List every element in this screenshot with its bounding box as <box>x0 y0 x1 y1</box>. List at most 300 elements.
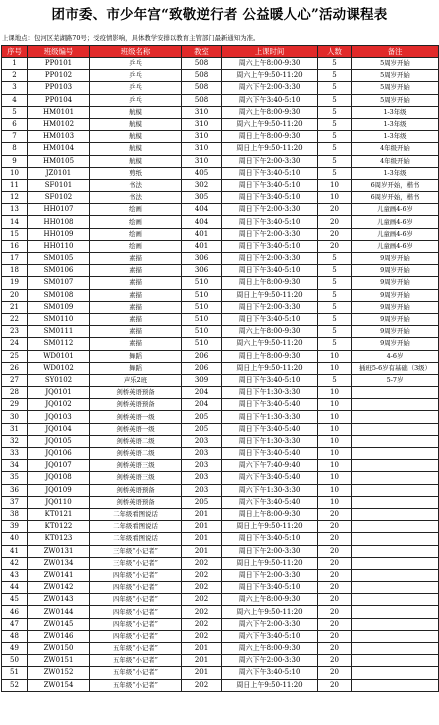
classroom-cell: 202 <box>182 630 222 642</box>
table-row <box>2 472 439 484</box>
row-index-cell: 52 <box>2 679 28 691</box>
remarks-cell: 4年级开始 <box>352 155 439 167</box>
class-name-cell: 二年级看图说话 <box>90 521 182 533</box>
page-title: 团市委、市少年宫“致敬逆行者 公益暖人心”活动课程表 <box>51 7 388 23</box>
table-row <box>2 399 439 411</box>
row-index-cell: 7 <box>2 131 28 143</box>
class-name-cell: 绘画 <box>90 228 182 240</box>
class-name-cell: 航模 <box>90 155 182 167</box>
classroom-cell: 510 <box>182 313 222 325</box>
row-index-cell: 22 <box>2 313 28 325</box>
classroom-cell: 508 <box>182 58 222 70</box>
class-time-cell: 周六上午9:50-11:20 <box>222 606 318 618</box>
class-time-cell: 周日上午9:50-11:20 <box>222 521 318 533</box>
class-time-cell: 周日下午3:40-5:10 <box>222 167 318 179</box>
remarks-cell <box>352 594 439 606</box>
class-time-cell: 周六下午3:40-5:40 <box>222 472 318 484</box>
table-row <box>2 58 439 70</box>
remarks-cell: 4年级开始 <box>352 143 439 155</box>
class-time-cell: 周日上午9:50-11:20 <box>222 289 318 301</box>
table-row <box>2 228 439 240</box>
remarks-cell <box>352 411 439 423</box>
class-code-cell: SF0102 <box>28 192 90 204</box>
capacity-cell: 5 <box>318 94 352 106</box>
capacity-cell: 5 <box>318 131 352 143</box>
row-index-cell: 38 <box>2 508 28 520</box>
row-index-cell: 24 <box>2 338 28 350</box>
class-code-cell: ZW0151 <box>28 655 90 667</box>
row-index-cell: 35 <box>2 472 28 484</box>
row-index-cell: 6 <box>2 118 28 130</box>
remarks-cell <box>352 618 439 630</box>
classroom-cell: 201 <box>182 533 222 545</box>
table-row <box>2 521 439 533</box>
class-name-cell: 乒乓 <box>90 58 182 70</box>
class-time-cell: 周六下午2:00-3:30 <box>222 655 318 667</box>
class-name-cell: 四年级“小记者” <box>90 569 182 581</box>
class-code-cell: JQ0104 <box>28 423 90 435</box>
class-time-cell: 周日上午9:50-11:20 <box>222 679 318 691</box>
capacity-cell: 5 <box>318 265 352 277</box>
table-row <box>2 630 439 642</box>
table-row <box>2 508 439 520</box>
classroom-cell: 508 <box>182 82 222 94</box>
row-index-cell: 12 <box>2 192 28 204</box>
remarks-cell: 5周岁开始 <box>352 82 439 94</box>
class-code-cell: HM0103 <box>28 131 90 143</box>
table-row <box>2 667 439 679</box>
class-code-cell: ZW0143 <box>28 594 90 606</box>
table-row <box>2 448 439 460</box>
classroom-cell: 310 <box>182 131 222 143</box>
classroom-cell: 310 <box>182 155 222 167</box>
class-code-cell: WD0101 <box>28 350 90 362</box>
table-row <box>2 362 439 374</box>
row-index-cell: 36 <box>2 484 28 496</box>
classroom-cell: 310 <box>182 118 222 130</box>
class-name-cell: 剑桥英语三级 <box>90 472 182 484</box>
remarks-cell: 儿童画4-6岁 <box>352 204 439 216</box>
remarks-cell <box>352 423 439 435</box>
remarks-cell <box>352 533 439 545</box>
classroom-cell: 510 <box>182 301 222 313</box>
class-time-cell: 周日下午3:40-5:10 <box>222 192 318 204</box>
row-index-cell: 50 <box>2 655 28 667</box>
class-code-cell: SM0111 <box>28 326 90 338</box>
class-name-cell: 乒乓 <box>90 82 182 94</box>
classroom-cell: 302 <box>182 179 222 191</box>
row-index-cell: 16 <box>2 240 28 252</box>
remarks-cell <box>352 448 439 460</box>
table-row <box>2 582 439 594</box>
capacity-cell: 20 <box>318 643 352 655</box>
class-time-cell: 周日下午2:00-3:30 <box>222 301 318 313</box>
capacity-cell: 5 <box>318 143 352 155</box>
class-name-cell: 乒乓 <box>90 94 182 106</box>
table-row <box>2 313 439 325</box>
table-row <box>2 143 439 155</box>
class-code-cell: HM0102 <box>28 118 90 130</box>
table-row <box>2 643 439 655</box>
remarks-cell <box>352 655 439 667</box>
class-time-cell: 周日下午1:30-3:30 <box>222 411 318 423</box>
remarks-cell: 9周岁开始 <box>352 301 439 313</box>
remarks-cell: 6周岁开始，楷书 <box>352 179 439 191</box>
table-row <box>2 179 439 191</box>
classroom-cell: 309 <box>182 374 222 386</box>
column-header-class-code: 班级编号 <box>28 46 90 58</box>
classroom-cell: 306 <box>182 265 222 277</box>
row-index-cell: 29 <box>2 399 28 411</box>
row-index-cell: 19 <box>2 277 28 289</box>
table-row <box>2 594 439 606</box>
remarks-cell <box>352 399 439 411</box>
class-time-cell: 周六上午8:00-9:30 <box>222 58 318 70</box>
table-row <box>2 435 439 447</box>
table-row <box>2 131 439 143</box>
table-row <box>2 106 439 118</box>
classroom-cell: 201 <box>182 667 222 679</box>
table-row <box>2 70 439 82</box>
class-time-cell: 周日下午3:40-5:40 <box>222 423 318 435</box>
class-time-cell: 周日下午2:00-3:30 <box>222 545 318 557</box>
class-name-cell: 五年级“小记者” <box>90 667 182 679</box>
class-code-cell: HH0109 <box>28 228 90 240</box>
class-time-cell: 周六上午8:00-9:30 <box>222 326 318 338</box>
row-index-cell: 4 <box>2 94 28 106</box>
class-code-cell: SY0102 <box>28 374 90 386</box>
class-time-cell: 周六下午3:40-5:40 <box>222 496 318 508</box>
row-index-cell: 39 <box>2 521 28 533</box>
class-name-cell: 二年级看图说话 <box>90 533 182 545</box>
row-index-cell: 9 <box>2 155 28 167</box>
table-row <box>2 411 439 423</box>
remarks-cell: 5周岁开始 <box>352 94 439 106</box>
class-name-cell: 航模 <box>90 143 182 155</box>
class-name-cell: 素描 <box>90 253 182 265</box>
class-time-cell: 周日下午2:00-3:30 <box>222 253 318 265</box>
classroom-cell: 201 <box>182 521 222 533</box>
class-code-cell: ZW0152 <box>28 667 90 679</box>
capacity-cell: 10 <box>318 496 352 508</box>
capacity-cell: 20 <box>318 679 352 691</box>
class-code-cell: PP0101 <box>28 58 90 70</box>
class-code-cell: JQ0109 <box>28 484 90 496</box>
class-time-cell: 周日下午2:00-3:30 <box>222 155 318 167</box>
column-header-classroom: 教室 <box>182 46 222 58</box>
classroom-cell: 202 <box>182 582 222 594</box>
capacity-cell: 20 <box>318 667 352 679</box>
class-name-cell: 绘画 <box>90 216 182 228</box>
table-row <box>2 533 439 545</box>
capacity-cell: 5 <box>318 70 352 82</box>
capacity-cell: 20 <box>318 545 352 557</box>
class-name-cell: 四年级“小记者” <box>90 606 182 618</box>
remarks-cell <box>352 569 439 581</box>
class-name-cell: 素描 <box>90 326 182 338</box>
class-name-cell: 航模 <box>90 106 182 118</box>
capacity-cell: 20 <box>318 630 352 642</box>
capacity-cell: 10 <box>318 179 352 191</box>
table-row <box>2 253 439 265</box>
row-index-cell: 31 <box>2 423 28 435</box>
classroom-cell: 201 <box>182 508 222 520</box>
column-header-class-name: 班级名称 <box>90 46 182 58</box>
capacity-cell: 10 <box>318 472 352 484</box>
class-time-cell: 周六下午7:40-9:40 <box>222 460 318 472</box>
remarks-cell: 9周岁开始 <box>352 265 439 277</box>
row-index-cell: 47 <box>2 618 28 630</box>
remarks-cell: 9周岁开始 <box>352 277 439 289</box>
class-code-cell: ZW0141 <box>28 569 90 581</box>
table-row <box>2 350 439 362</box>
capacity-cell: 20 <box>318 533 352 545</box>
remarks-cell <box>352 435 439 447</box>
class-time-cell: 周日上午8:00-9:30 <box>222 131 318 143</box>
row-index-cell: 41 <box>2 545 28 557</box>
remarks-cell <box>352 557 439 569</box>
remarks-cell: 1-3年级 <box>352 167 439 179</box>
table-row <box>2 167 439 179</box>
remarks-cell <box>352 667 439 679</box>
class-name-cell: 素描 <box>90 289 182 301</box>
capacity-cell: 20 <box>318 569 352 581</box>
class-code-cell: HH0107 <box>28 204 90 216</box>
table-row <box>2 557 439 569</box>
row-index-cell: 44 <box>2 582 28 594</box>
classroom-cell: 206 <box>182 362 222 374</box>
classroom-cell: 202 <box>182 618 222 630</box>
row-index-cell: 18 <box>2 265 28 277</box>
class-name-cell: 素描 <box>90 338 182 350</box>
row-index-cell: 34 <box>2 460 28 472</box>
class-name-cell: 绘画 <box>90 204 182 216</box>
row-index-cell: 49 <box>2 643 28 655</box>
row-index-cell: 21 <box>2 301 28 313</box>
row-index-cell: 8 <box>2 143 28 155</box>
row-index-cell: 14 <box>2 216 28 228</box>
class-name-cell: 三年级“小记者” <box>90 557 182 569</box>
class-name-cell: 航模 <box>90 131 182 143</box>
class-name-cell: 素描 <box>90 277 182 289</box>
capacity-cell: 20 <box>318 557 352 569</box>
class-code-cell: PP0103 <box>28 82 90 94</box>
class-code-cell: ZW0154 <box>28 679 90 691</box>
class-time-cell: 周六下午3:40-5:10 <box>222 630 318 642</box>
remarks-cell: 儿童画4-6岁 <box>352 240 439 252</box>
class-name-cell: 四年级“小记者” <box>90 582 182 594</box>
row-index-cell: 15 <box>2 228 28 240</box>
class-name-cell: 素描 <box>90 301 182 313</box>
classroom-cell: 305 <box>182 192 222 204</box>
capacity-cell: 10 <box>318 448 352 460</box>
remarks-cell <box>352 630 439 642</box>
remarks-cell: 6周岁开始，楷书 <box>352 192 439 204</box>
row-index-cell: 17 <box>2 253 28 265</box>
class-time-cell: 周六下午3:40-5:10 <box>222 94 318 106</box>
capacity-cell: 5 <box>318 289 352 301</box>
class-time-cell: 周日上午8:00-9:30 <box>222 350 318 362</box>
table-row <box>2 301 439 313</box>
row-index-cell: 32 <box>2 435 28 447</box>
row-index-cell: 20 <box>2 289 28 301</box>
remarks-cell <box>352 484 439 496</box>
course-schedule-table <box>1 45 439 692</box>
remarks-cell: 儿童画4-6岁 <box>352 216 439 228</box>
capacity-cell: 20 <box>318 521 352 533</box>
classroom-cell: 306 <box>182 253 222 265</box>
table-row <box>2 94 439 106</box>
table-row <box>2 326 439 338</box>
classroom-cell: 401 <box>182 240 222 252</box>
capacity-cell: 5 <box>318 338 352 350</box>
class-time-cell: 周六下午2:00-3:30 <box>222 82 318 94</box>
class-code-cell: WD0102 <box>28 362 90 374</box>
remarks-cell: 9周岁开始 <box>352 253 439 265</box>
class-name-cell: 剑桥英语三级 <box>90 460 182 472</box>
table-row <box>2 655 439 667</box>
capacity-cell: 20 <box>318 606 352 618</box>
capacity-cell: 10 <box>318 484 352 496</box>
classroom-cell: 205 <box>182 411 222 423</box>
remarks-cell <box>352 472 439 484</box>
classroom-cell: 202 <box>182 569 222 581</box>
classroom-cell: 510 <box>182 289 222 301</box>
class-time-cell: 周六上午8:00-9:30 <box>222 643 318 655</box>
remarks-cell: 9周岁开始 <box>352 289 439 301</box>
capacity-cell: 5 <box>318 58 352 70</box>
remarks-cell: 5周岁开始 <box>352 58 439 70</box>
class-code-cell: SM0107 <box>28 277 90 289</box>
classroom-cell: 204 <box>182 387 222 399</box>
class-name-cell: 五年级“小记者” <box>90 679 182 691</box>
class-name-cell: 五年级“小记者” <box>90 655 182 667</box>
table-row <box>2 484 439 496</box>
classroom-cell: 205 <box>182 496 222 508</box>
class-name-cell: 剪纸 <box>90 167 182 179</box>
class-time-cell: 周六下午2:00-3:30 <box>222 618 318 630</box>
remarks-cell <box>352 508 439 520</box>
class-name-cell: 素描 <box>90 313 182 325</box>
class-code-cell: SM0105 <box>28 253 90 265</box>
class-time-cell: 周日下午2:00-3:30 <box>222 569 318 581</box>
capacity-cell: 10 <box>318 387 352 399</box>
class-code-cell: SM0112 <box>28 338 90 350</box>
remarks-cell <box>352 582 439 594</box>
class-code-cell: SM0108 <box>28 289 90 301</box>
class-code-cell: ZW0146 <box>28 630 90 642</box>
class-code-cell: HH0108 <box>28 216 90 228</box>
capacity-cell: 5 <box>318 277 352 289</box>
row-index-cell: 26 <box>2 362 28 374</box>
class-code-cell: JQ0102 <box>28 399 90 411</box>
class-time-cell: 周日下午3:40-5:10 <box>222 313 318 325</box>
capacity-cell: 10 <box>318 350 352 362</box>
table-row <box>2 204 439 216</box>
capacity-cell: 10 <box>318 192 352 204</box>
capacity-cell: 5 <box>318 374 352 386</box>
class-code-cell: ZW0142 <box>28 582 90 594</box>
class-name-cell: 剑桥英语一级 <box>90 411 182 423</box>
classroom-cell: 508 <box>182 94 222 106</box>
classroom-cell: 405 <box>182 167 222 179</box>
class-name-cell: 航模 <box>90 118 182 130</box>
class-time-cell: 周日下午3:40-5:40 <box>222 399 318 411</box>
table-row <box>2 618 439 630</box>
class-code-cell: ZW0134 <box>28 557 90 569</box>
row-index-cell: 51 <box>2 667 28 679</box>
row-index-cell: 2 <box>2 70 28 82</box>
remarks-cell <box>352 460 439 472</box>
class-name-cell: 书法 <box>90 192 182 204</box>
class-name-cell: 四年级“小记者” <box>90 618 182 630</box>
table-row <box>2 606 439 618</box>
class-name-cell: 剑桥英语二级 <box>90 435 182 447</box>
class-name-cell: 声乐2班 <box>90 374 182 386</box>
class-code-cell: HM0104 <box>28 143 90 155</box>
classroom-cell: 201 <box>182 545 222 557</box>
remarks-cell: 1-3年级 <box>352 118 439 130</box>
classroom-cell: 203 <box>182 460 222 472</box>
class-name-cell: 四年级“小记者” <box>90 594 182 606</box>
class-code-cell: PP0102 <box>28 70 90 82</box>
capacity-cell: 20 <box>318 594 352 606</box>
column-header-time: 上课时间 <box>222 46 318 58</box>
class-name-cell: 剑桥英语预备 <box>90 399 182 411</box>
class-code-cell: KT0123 <box>28 533 90 545</box>
capacity-cell: 10 <box>318 362 352 374</box>
classroom-cell: 510 <box>182 326 222 338</box>
table-row <box>2 569 439 581</box>
class-code-cell: SM0109 <box>28 301 90 313</box>
row-index-cell: 3 <box>2 82 28 94</box>
class-name-cell: 剑桥英语预备 <box>90 496 182 508</box>
table-row <box>2 545 439 557</box>
class-code-cell: JZ0101 <box>28 167 90 179</box>
classroom-cell: 203 <box>182 448 222 460</box>
column-header-index: 序号 <box>2 46 28 58</box>
class-time-cell: 周日上午8:00-9:30 <box>222 508 318 520</box>
table-row <box>2 338 439 350</box>
capacity-cell: 20 <box>318 240 352 252</box>
row-index-cell: 48 <box>2 630 28 642</box>
class-name-cell: 乒乓 <box>90 70 182 82</box>
class-time-cell: 周日下午1:30-3:30 <box>222 387 318 399</box>
class-code-cell: ZW0145 <box>28 618 90 630</box>
classroom-cell: 401 <box>182 228 222 240</box>
location-notice: 上课地点：包河区芜湖路70号；受疫情影响，具体教学安排以教育主管部门最新通知为准。 <box>2 34 260 42</box>
remarks-cell <box>352 606 439 618</box>
row-index-cell: 46 <box>2 606 28 618</box>
class-code-cell: JQ0101 <box>28 387 90 399</box>
class-time-cell: 周日下午3:40-5:40 <box>222 448 318 460</box>
classroom-cell: 204 <box>182 399 222 411</box>
row-index-cell: 25 <box>2 350 28 362</box>
classroom-cell: 510 <box>182 338 222 350</box>
class-name-cell: 剑桥英语一级 <box>90 423 182 435</box>
capacity-cell: 20 <box>318 228 352 240</box>
class-code-cell: HM0101 <box>28 106 90 118</box>
row-index-cell: 13 <box>2 204 28 216</box>
row-index-cell: 28 <box>2 387 28 399</box>
classroom-cell: 404 <box>182 204 222 216</box>
class-time-cell: 周日下午2:00-3:30 <box>222 228 318 240</box>
class-time-cell: 周日上午9:50-11:20 <box>222 557 318 569</box>
capacity-cell: 20 <box>318 508 352 520</box>
class-code-cell: ZW0131 <box>28 545 90 557</box>
table-row <box>2 265 439 277</box>
class-code-cell: ZW0144 <box>28 606 90 618</box>
